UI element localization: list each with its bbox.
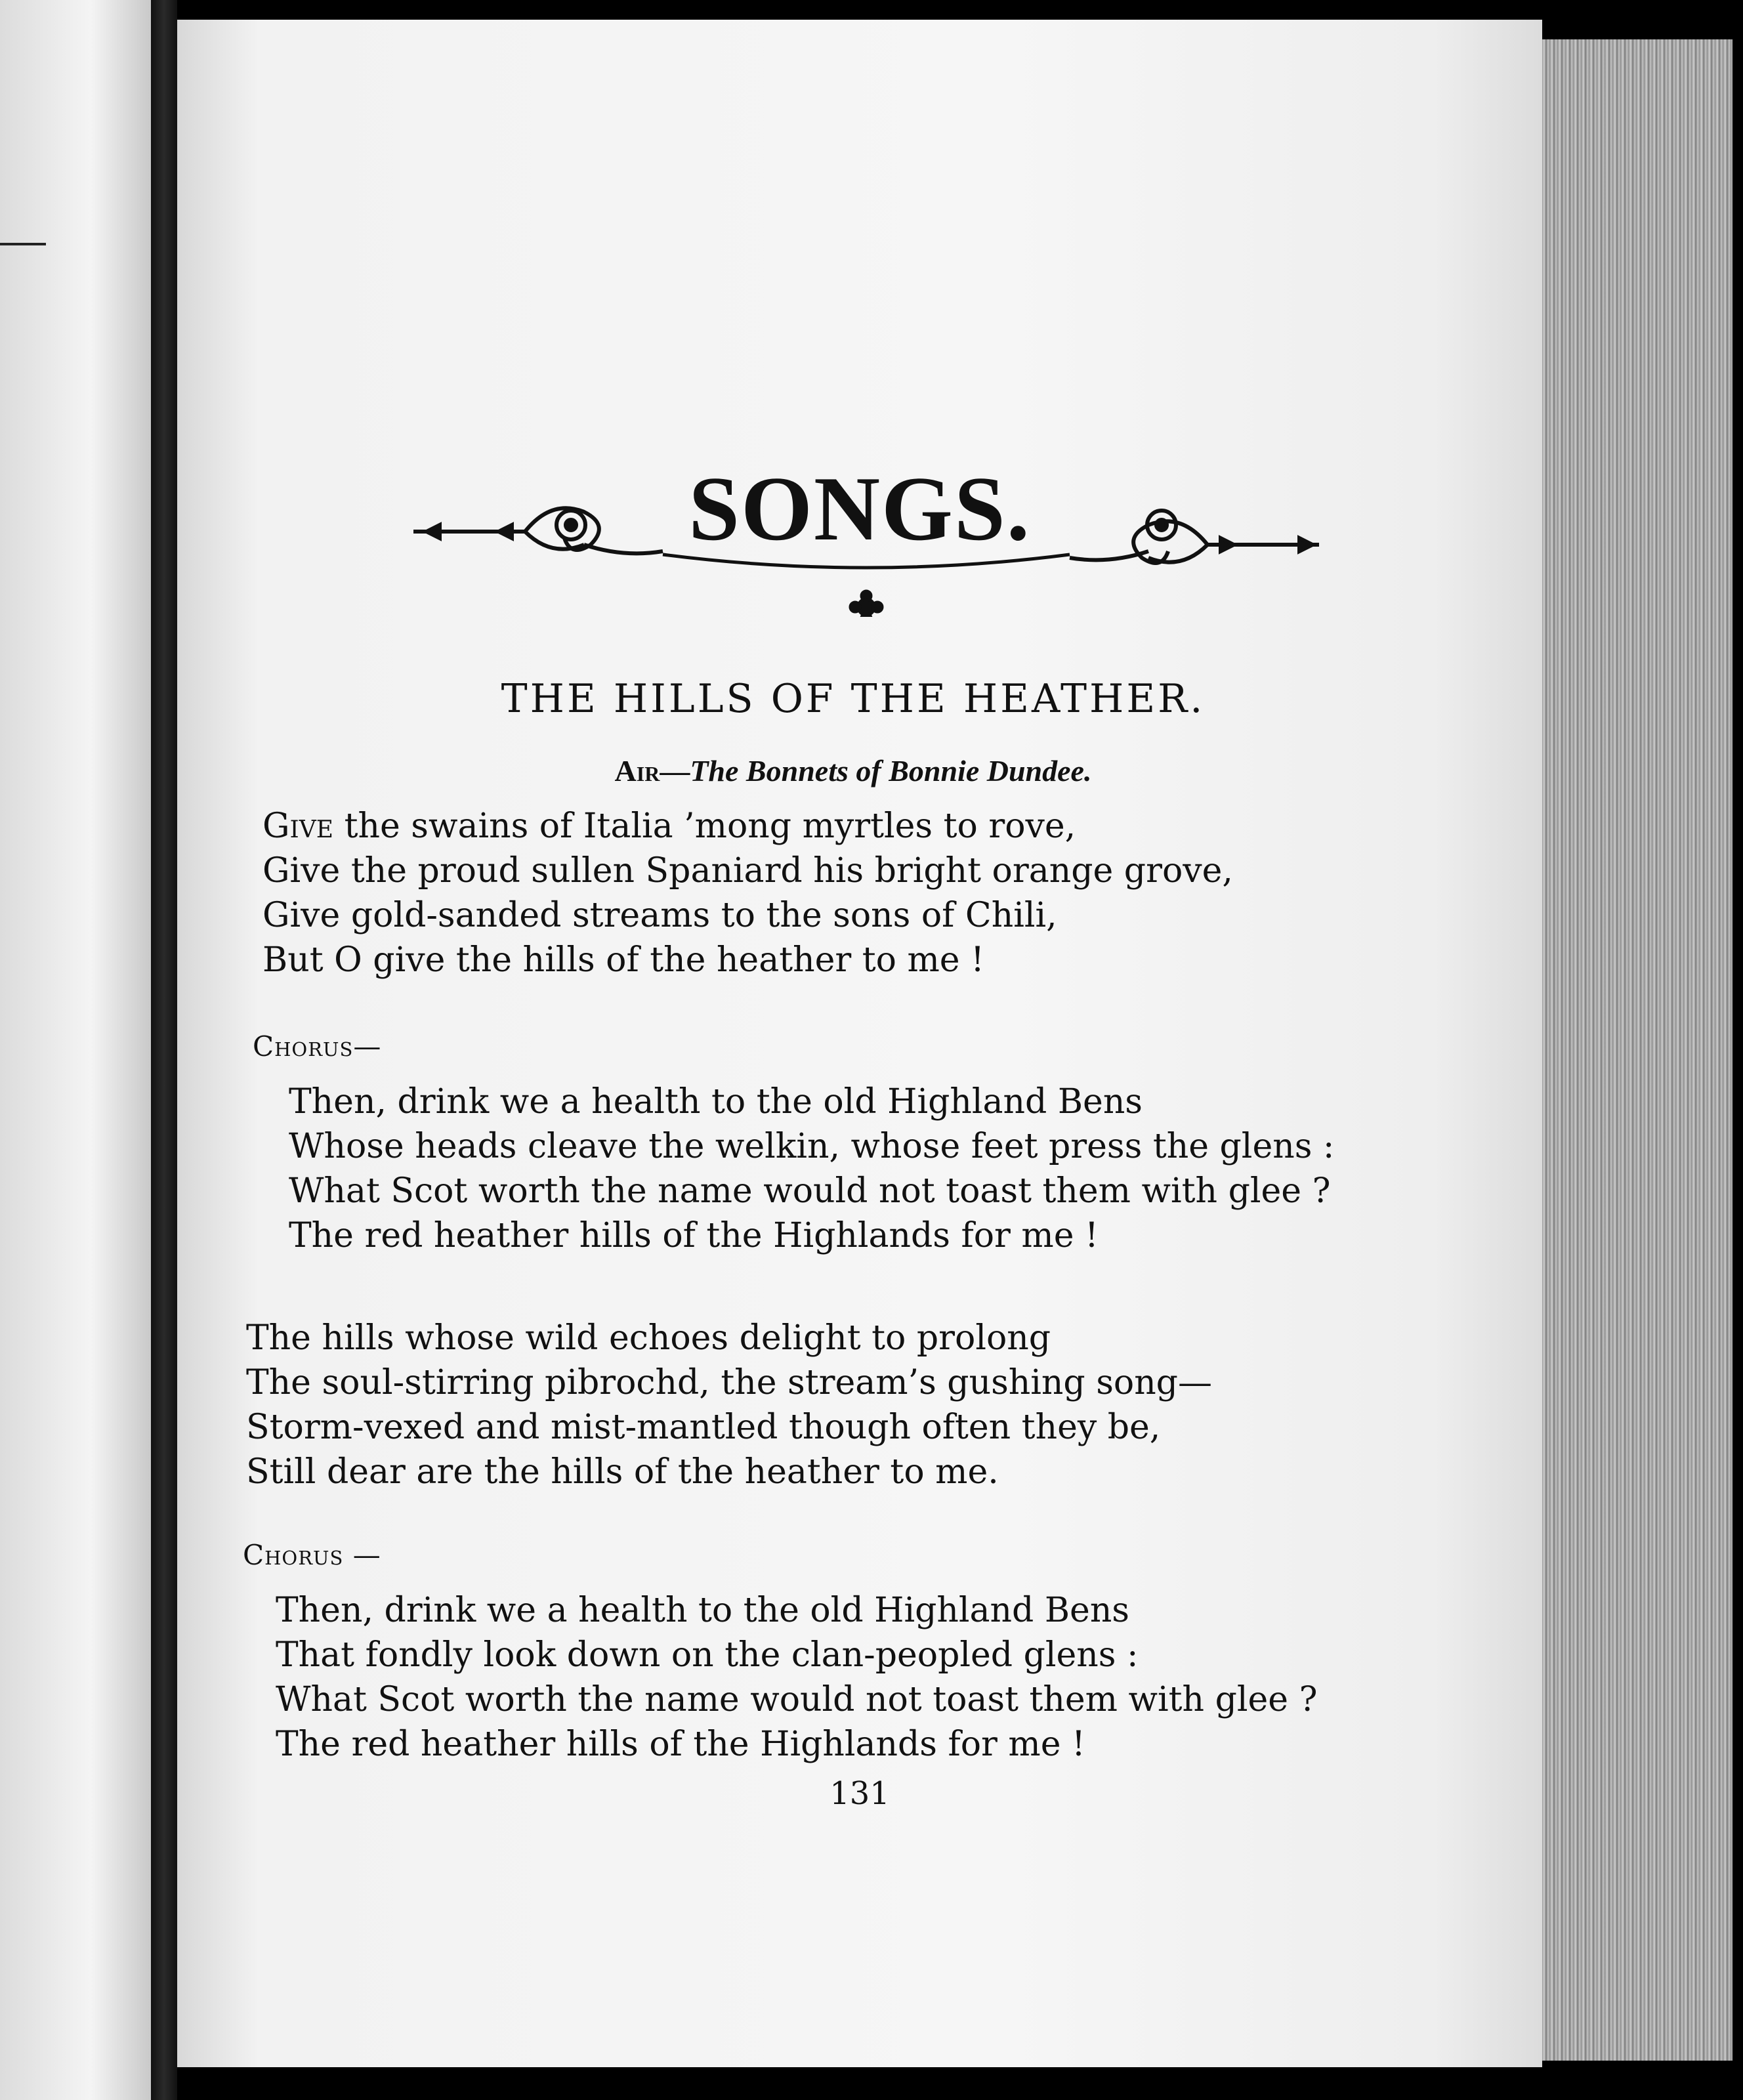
left-page-mark bbox=[0, 243, 46, 245]
verse-line: The hills whose wild echoes delight to prolong bbox=[246, 1318, 1051, 1358]
chorus-line: The red heather hills of the Highlands for me ! bbox=[289, 1216, 1099, 1255]
verse-first-word: Give bbox=[262, 807, 334, 846]
verse-line bbox=[262, 804, 1233, 849]
air-label: Air— bbox=[614, 754, 690, 788]
verse-2 bbox=[246, 1316, 1212, 1494]
book-gutter bbox=[151, 0, 177, 2100]
verse-line: Still dear are the hills of the heather to me. bbox=[246, 1452, 999, 1492]
book-page bbox=[177, 20, 1542, 2067]
left-facing-page bbox=[0, 0, 151, 2100]
chorus-label: Chorus— bbox=[253, 1030, 382, 1062]
ornament-flower-icon bbox=[663, 555, 1070, 617]
page-number: 131 bbox=[830, 1775, 890, 1812]
verse-line: Give the proud sullen Spaniard his bright orange grove, bbox=[262, 851, 1233, 891]
section-heading: SONGS. bbox=[688, 458, 1031, 560]
chorus-line: Then, drink we a health to the old Highland Bens bbox=[276, 1591, 1129, 1630]
chorus-line: Then, drink we a health to the old Highland Bens bbox=[289, 1082, 1143, 1122]
page-content bbox=[177, 20, 1542, 2067]
verse-line-rest: the swains of Italia ’mong myrtles to rove, bbox=[333, 807, 1076, 846]
song-title: THE HILLS OF THE HEATHER. bbox=[501, 676, 1206, 722]
chorus-line: Whose heads cleave the welkin, whose feet press the glens : bbox=[289, 1127, 1335, 1166]
chorus-line: The red heather hills of the Highlands for me ! bbox=[276, 1725, 1085, 1764]
verse-1 bbox=[262, 804, 1233, 982]
chorus-line: What Scot worth the name would not toast them with glee ? bbox=[289, 1171, 1331, 1211]
verse-line: Give gold-sanded streams to the sons of Chili, bbox=[262, 896, 1057, 935]
air-tune: The Bonnets of Bonnie Dundee. bbox=[690, 754, 1092, 788]
chorus-2 bbox=[276, 1588, 1317, 1767]
verse-line: The soul-stirring pibrochd, the stream’s gushing song— bbox=[246, 1363, 1212, 1402]
chorus-1 bbox=[289, 1080, 1334, 1258]
air-line bbox=[361, 753, 1345, 788]
chorus-line: That fondly look down on the clan-peopled glens : bbox=[276, 1635, 1139, 1675]
verse-line: But O give the hills of the heather to me ! bbox=[262, 940, 984, 980]
chorus-line: What Scot worth the name would not toast them with glee ? bbox=[276, 1680, 1318, 1719]
chorus-label: Chorus — bbox=[243, 1539, 381, 1571]
verse-line: Storm-vexed and mist-mantled though often they be, bbox=[246, 1408, 1161, 1447]
page-edges bbox=[1542, 39, 1732, 2061]
